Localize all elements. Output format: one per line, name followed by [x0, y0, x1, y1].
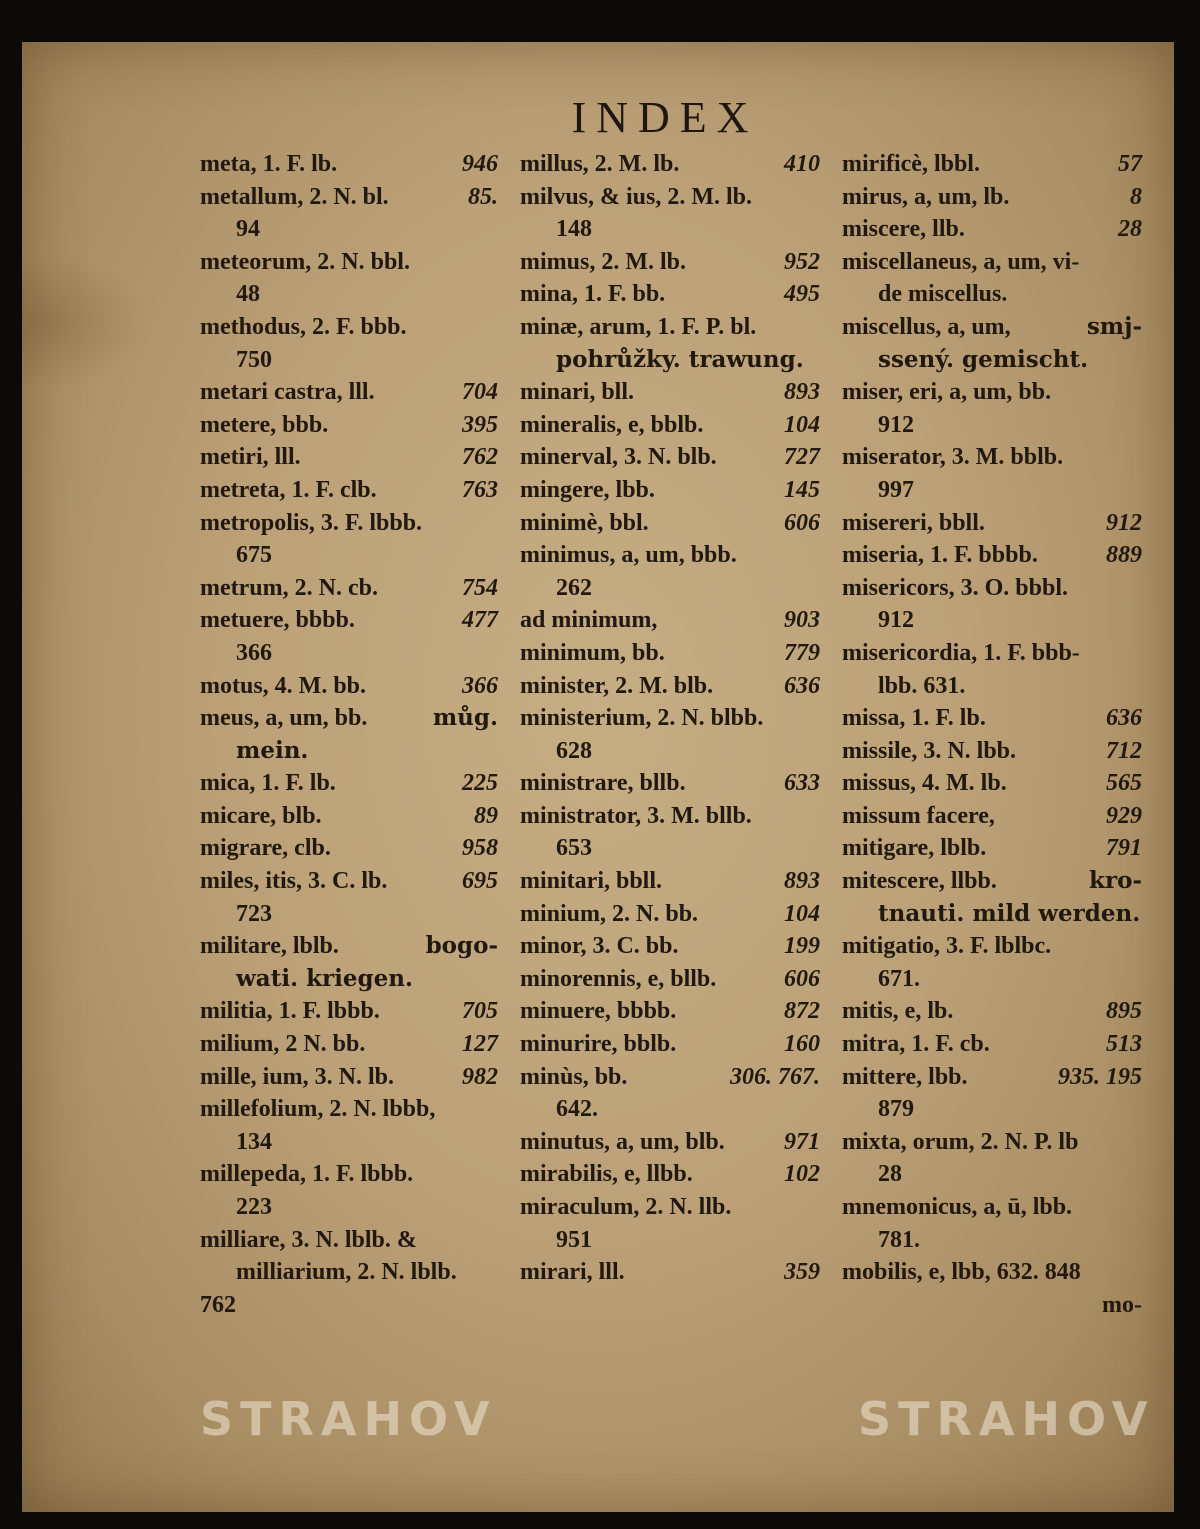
index-entry: [520, 148, 820, 181]
entry-page-number: 982: [462, 1063, 498, 1090]
entry-page-number: 57: [1118, 151, 1142, 177]
index-entry: [842, 1191, 1142, 1224]
index-entry: [842, 1061, 1142, 1094]
entry-text: 653: [556, 835, 592, 862]
index-entry: [520, 181, 820, 214]
index-entry: [200, 637, 498, 670]
entry-text: mirari, lll.: [520, 1259, 625, 1286]
entry-page-number: 225: [462, 770, 498, 797]
entry-page-number: 565: [1106, 770, 1142, 797]
index-entry: [520, 409, 820, 442]
entry-text: miserator, 3. M. bblb.: [842, 444, 1064, 471]
entry-text: minor, 3. C. bb.: [520, 933, 679, 960]
index-entry: [200, 670, 498, 703]
index-entry: [520, 865, 820, 898]
entry-page-number: 495: [784, 281, 820, 308]
index-entry: [842, 213, 1142, 246]
entry-text: mixta, orum, 2. N. P. lb: [842, 1128, 1079, 1155]
index-entry: [842, 507, 1142, 540]
entry-gloss: kro-: [1089, 867, 1142, 895]
entry-text: minister, 2. M. blb.: [520, 672, 714, 699]
entry-text: micare, blb.: [200, 802, 322, 829]
entry-page-number: 104: [784, 411, 820, 438]
index-entry: [842, 865, 1142, 898]
index-entry: [842, 735, 1142, 768]
entry-text: mittere, lbb.: [842, 1063, 968, 1090]
entry-text: 997: [878, 476, 914, 503]
entry-text: pohrůžky. trawung.: [556, 345, 804, 373]
entry-page-number: 791: [1106, 835, 1142, 862]
index-entry: [520, 898, 820, 931]
entry-page-number: 606: [784, 965, 820, 992]
entry-page-number: 958: [462, 835, 498, 862]
entry-page-number: 636: [1106, 705, 1142, 732]
entry-text: minium, 2. N. bb.: [520, 900, 699, 927]
entry-text: milliarium, 2. N. lblb.: [236, 1259, 457, 1286]
index-entry: [520, 767, 820, 800]
entry-text: wati. kriegen.: [236, 964, 413, 992]
index-entry: [200, 832, 498, 865]
entry-page-number: 872: [784, 998, 820, 1025]
index-entry: [200, 409, 498, 442]
entry-page-number: 145: [784, 476, 820, 503]
entry-page-number: 893: [784, 379, 820, 406]
index-entry: [200, 441, 498, 474]
entry-text: millefolium, 2. N. lbbb,: [200, 1096, 436, 1123]
entry-text: metropolis, 3. F. lbbb.: [200, 509, 423, 536]
index-entry: [520, 637, 820, 670]
index-entry: [842, 1126, 1142, 1159]
entry-text: mnemonicus, a, ū, lbb.: [842, 1194, 1073, 1220]
index-entry: [520, 311, 820, 344]
index-entry: [842, 1256, 1142, 1289]
entry-text: 148: [556, 216, 592, 243]
entry-page-number: 912: [1106, 509, 1142, 536]
entry-page-number: 395: [462, 411, 498, 438]
entry-page-number: 104: [784, 900, 820, 927]
entry-page-number: 705: [462, 998, 498, 1025]
index-entry: [520, 344, 820, 377]
entry-text: metere, bbb.: [200, 411, 329, 438]
entry-text: mingere, lbb.: [520, 476, 655, 503]
index-entry: [520, 1224, 820, 1257]
entry-text: meta, 1. F. lb.: [200, 151, 338, 177]
entry-text: mille, ium, 3. N. lb.: [200, 1063, 395, 1090]
index-entry: [200, 1126, 498, 1159]
entry-text: metari castra, lll.: [200, 379, 375, 406]
index-entry: [200, 1158, 498, 1191]
index-entry: [842, 637, 1142, 670]
index-entry: [520, 572, 820, 605]
entry-page-number: 946: [462, 151, 498, 177]
index-entry: [842, 409, 1142, 442]
index-entry: [200, 507, 498, 540]
entry-text: minutus, a, um, blb.: [520, 1128, 725, 1155]
index-entry: [520, 1126, 820, 1159]
page-title: INDEX: [571, 93, 759, 142]
entry-text: 671.: [878, 965, 920, 992]
entry-page-number: 889: [1106, 542, 1142, 569]
entry-page-number: 903: [784, 607, 820, 634]
entry-text: millepeda, 1. F. lbbb.: [200, 1161, 414, 1188]
index-entry: [200, 995, 498, 1028]
index-entry: [520, 213, 820, 246]
watermark-left: STRAHOV: [200, 1392, 497, 1446]
index-entry: [520, 1093, 820, 1126]
watermark-right: STRAHOV: [858, 1392, 1155, 1446]
entry-page-number: 127: [462, 1031, 498, 1058]
index-entry: [842, 376, 1142, 409]
index-entry: [520, 539, 820, 572]
entry-text: motus, 4. M. bb.: [200, 672, 367, 699]
entry-text: mimus, 2. M. lb.: [520, 248, 687, 275]
index-entry: [842, 344, 1142, 377]
entry-page-number: 695: [462, 868, 498, 895]
index-entry: [842, 995, 1142, 1028]
entry-page-number: 952: [784, 248, 820, 275]
entry-text: methodus, 2. F. bbb.: [200, 313, 407, 340]
index-entry: [200, 604, 498, 637]
index-entry: [200, 1061, 498, 1094]
index-entry: [842, 1224, 1142, 1257]
entry-page-number: 779: [784, 639, 820, 666]
entry-page-number: 85.: [468, 183, 498, 210]
entry-text: metuere, bbbb.: [200, 607, 355, 634]
index-column-middle: [520, 148, 820, 1289]
index-entry: [842, 670, 1142, 703]
index-entry: [842, 539, 1142, 572]
entry-gloss: můg.: [432, 704, 498, 732]
index-entry: [200, 865, 498, 898]
entry-page-number: 633: [784, 770, 820, 797]
index-entry: [200, 376, 498, 409]
index-entry: [200, 181, 498, 214]
entry-page-number: 929: [1106, 802, 1142, 829]
index-entry: [200, 1289, 498, 1322]
index-entry: [842, 1028, 1142, 1061]
entry-text: minimus, a, um, bbb.: [520, 542, 737, 569]
index-entry: [200, 344, 498, 377]
index-entry: [520, 278, 820, 311]
entry-text: 28: [878, 1161, 902, 1188]
entry-text: mirus, a, um, lb.: [842, 183, 1010, 210]
entry-text: metiri, lll.: [200, 444, 301, 471]
entry-gloss: bogo-: [425, 932, 498, 960]
index-entry: [200, 311, 498, 344]
entry-page-number: 754: [462, 574, 498, 601]
index-entry: [520, 1158, 820, 1191]
index-entry: [200, 702, 498, 735]
index-entry: [200, 767, 498, 800]
entry-page-number: 971: [784, 1128, 820, 1155]
index-entry: [200, 246, 498, 279]
index-entry: [200, 1028, 498, 1061]
entry-text: missus, 4. M. lb.: [842, 770, 1007, 797]
entry-page-number: 89: [474, 802, 498, 829]
entry-page-number: 895: [1106, 998, 1142, 1025]
index-entry: [842, 572, 1142, 605]
index-entry: [842, 181, 1142, 214]
entry-page-number: 366: [462, 672, 498, 699]
entry-text: mina, 1. F. bb.: [520, 281, 666, 308]
entry-text: miscere, llb.: [842, 216, 965, 243]
entry-text: migrare, clb.: [200, 835, 331, 862]
index-entry: [520, 246, 820, 279]
entry-gloss: smj-: [1086, 312, 1142, 340]
entry-page-number: 606: [784, 509, 820, 536]
entry-text: minurire, bblb.: [520, 1031, 677, 1058]
entry-text: miles, itis, 3. C. lb.: [200, 868, 388, 895]
entry-text: 762: [200, 1291, 236, 1318]
entry-page-number: 199: [784, 933, 820, 960]
entry-text: 262: [556, 574, 592, 601]
entry-text: 951: [556, 1226, 592, 1253]
index-entry: [520, 963, 820, 996]
entry-text: 223: [236, 1194, 272, 1220]
index-entry: [200, 1256, 498, 1289]
entry-page-number: 513: [1106, 1031, 1142, 1058]
entry-text: 781.: [878, 1226, 920, 1253]
entry-text: minæ, arum, 1. F. P. bl.: [520, 313, 757, 340]
index-entry: [842, 1289, 1142, 1322]
entry-text: 366: [236, 639, 272, 666]
entry-page-number: 704: [462, 379, 498, 406]
index-entry: [520, 1061, 820, 1094]
entry-text: lbb. 631.: [878, 672, 966, 699]
index-entry: [520, 441, 820, 474]
entry-text: missa, 1. F. lb.: [842, 705, 986, 732]
entry-text: mitescere, llbb.: [842, 868, 997, 895]
index-entry: [842, 1093, 1142, 1126]
index-entry: [200, 474, 498, 507]
entry-text: minimè, bbl.: [520, 509, 649, 536]
entry-page-number: 160: [784, 1031, 820, 1058]
index-column-left: [200, 148, 498, 1321]
index-entry: [520, 930, 820, 963]
entry-text: ministerium, 2. N. blbb.: [520, 705, 764, 732]
entry-page-number: 712: [1106, 737, 1142, 764]
entry-page-number: 477: [462, 607, 498, 634]
entry-text: 750: [236, 346, 272, 373]
index-entry: [200, 572, 498, 605]
entry-text: ministrator, 3. M. bllb.: [520, 802, 752, 829]
entry-text: 48: [236, 281, 260, 308]
entry-text: milium, 2 N. bb.: [200, 1031, 366, 1058]
entry-page-number: 28: [1118, 216, 1142, 243]
entry-text: mobilis, e, lbb, 632. 848: [842, 1259, 1081, 1286]
entry-text: meteorum, 2. N. bbl.: [200, 248, 410, 275]
entry-text: minerval, 3. N. blb.: [520, 444, 717, 471]
index-entry: [520, 670, 820, 703]
index-entry: [200, 539, 498, 572]
entry-text: mineralis, e, bblb.: [520, 411, 704, 438]
entry-text: militare, lblb.: [200, 933, 339, 960]
index-entry: [520, 376, 820, 409]
entry-text: metreta, 1. F. clb.: [200, 476, 377, 503]
entry-text: ministrare, bllb.: [520, 770, 686, 797]
entry-text: mitigatio, 3. F. lblbc.: [842, 933, 1052, 960]
entry-text: milvus, & ius, 2. M. lb.: [520, 183, 753, 210]
index-entry: [520, 832, 820, 865]
entry-text: minùs, bb.: [520, 1063, 628, 1090]
entry-text: milliare, 3. N. lblb. &: [200, 1226, 417, 1253]
entry-text: misereri, bbll.: [842, 509, 985, 536]
entry-text: 879: [878, 1096, 914, 1123]
entry-text: minimum, bb.: [520, 639, 665, 666]
entry-text: 134: [236, 1128, 272, 1155]
index-entry: [520, 800, 820, 833]
index-entry: [842, 767, 1142, 800]
index-entry: [200, 278, 498, 311]
entry-page-number: 935. 195: [1058, 1063, 1142, 1090]
entry-text: meus, a, um, bb.: [200, 705, 368, 732]
index-entry: [842, 898, 1142, 931]
index-entry: [842, 278, 1142, 311]
entry-text: metallum, 2. N. bl.: [200, 183, 389, 210]
entry-text: mitis, e, lb.: [842, 998, 954, 1025]
entry-text: minitari, bbll.: [520, 868, 663, 895]
index-entry: [842, 702, 1142, 735]
entry-text: ad minimum,: [520, 607, 658, 634]
entry-page-number: 763: [462, 476, 498, 503]
water-stain: [22, 252, 152, 392]
index-entry: [842, 604, 1142, 637]
index-entry: [842, 930, 1142, 963]
index-entry: [520, 1256, 820, 1289]
entry-text: de miscellus.: [878, 281, 1008, 308]
entry-text: mirabilis, e, llbb.: [520, 1161, 693, 1188]
index-entry: [842, 311, 1142, 344]
entry-page-number: 102: [784, 1161, 820, 1188]
entry-text: 94: [236, 216, 260, 243]
entry-text: mica, 1. F. lb.: [200, 770, 336, 797]
index-entry: [520, 1191, 820, 1224]
entry-text: 912: [878, 411, 914, 438]
entry-text: metrum, 2. N. cb.: [200, 574, 378, 601]
index-entry: [520, 702, 820, 735]
index-entry: [842, 246, 1142, 279]
index-entry: [520, 507, 820, 540]
index-entry: [200, 800, 498, 833]
entry-text: minorennis, e, bllb.: [520, 965, 717, 992]
entry-text: mein.: [236, 736, 309, 764]
index-entry: [520, 1028, 820, 1061]
index-entry: [200, 1093, 498, 1126]
index-entry: [842, 800, 1142, 833]
entry-page-number: 636: [784, 672, 820, 699]
index-entry: [200, 930, 498, 963]
entry-text: miser, eri, a, um, bb.: [842, 379, 1052, 406]
entry-text: militia, 1. F. lbbb.: [200, 998, 380, 1025]
entry-text: ssený. gemischt.: [878, 345, 1089, 373]
index-entry: [200, 898, 498, 931]
index-entry: [842, 148, 1142, 181]
index-column-right: [842, 148, 1142, 1321]
entry-text: minari, bll.: [520, 379, 635, 406]
index-entry: [520, 604, 820, 637]
entry-text: missile, 3. N. lbb.: [842, 737, 1017, 764]
entry-text: mitra, 1. F. cb.: [842, 1031, 990, 1058]
entry-page-number: 8: [1130, 183, 1142, 210]
entry-text: minuere, bbbb.: [520, 998, 677, 1025]
index-entry: [200, 213, 498, 246]
index-entry: [520, 995, 820, 1028]
entry-text: miraculum, 2. N. llb.: [520, 1194, 732, 1220]
index-entry: [200, 148, 498, 181]
entry-text: mirificè, lbbl.: [842, 151, 980, 177]
entry-text: miscellaneus, a, um, vi-: [842, 248, 1080, 275]
entry-text: miscellus, a, um,: [842, 313, 1011, 340]
index-entry: [842, 963, 1142, 996]
entry-text: misericordia, 1. F. bbb-: [842, 639, 1080, 666]
index-entry: [842, 441, 1142, 474]
entry-page-number: 893: [784, 868, 820, 895]
index-entry: [842, 1158, 1142, 1191]
entry-text: 912: [878, 607, 914, 634]
entry-page-number: 727: [784, 444, 820, 471]
index-entry: [842, 832, 1142, 865]
entry-text: misericors, 3. O. bbbl.: [842, 574, 1068, 601]
entry-text: tnauti. mild werden.: [878, 899, 1141, 927]
index-entry: [842, 474, 1142, 507]
entry-text: missum facere,: [842, 802, 995, 829]
entry-page-number: 410: [784, 151, 820, 177]
entry-page-number: 359: [784, 1259, 820, 1286]
index-entry: [520, 474, 820, 507]
entry-text: millus, 2. M. lb.: [520, 151, 680, 177]
entry-text: 675: [236, 542, 272, 569]
entry-text: 642.: [556, 1096, 598, 1123]
entry-text: 628: [556, 737, 592, 764]
entry-text: mitigare, lblb.: [842, 835, 987, 862]
entry-text: miseria, 1. F. bbbb.: [842, 542, 1038, 569]
index-entry: [200, 735, 498, 768]
index-entry: [200, 1224, 498, 1257]
entry-page-number: 306. 767.: [730, 1063, 820, 1090]
entry-text: mo-: [1102, 1291, 1142, 1318]
index-entry: [520, 735, 820, 768]
entry-text: 723: [236, 900, 272, 927]
entry-page-number: 762: [462, 444, 498, 471]
index-entry: [200, 963, 498, 996]
index-entry: [200, 1191, 498, 1224]
